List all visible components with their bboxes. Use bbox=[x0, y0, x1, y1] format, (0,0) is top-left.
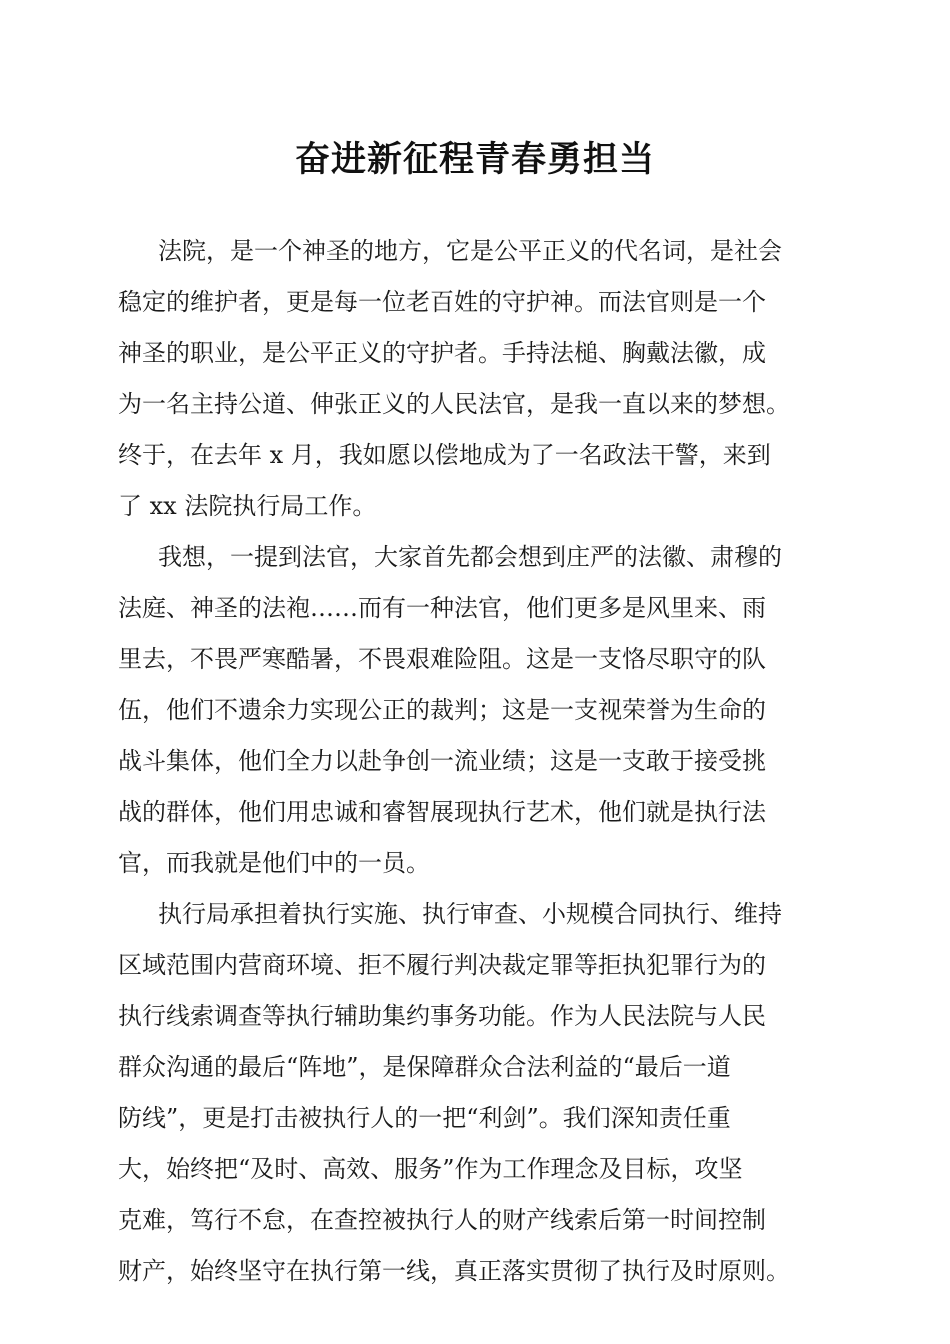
document-body bbox=[118, 226, 834, 1297]
paragraph-line: 财产，始终坚守在执行第一线，真正落实贯彻了执行及时原则。 bbox=[118, 1257, 790, 1285]
document-title: 奋进新征程青春勇担当 bbox=[294, 139, 655, 180]
paragraph-2 bbox=[118, 532, 834, 889]
paragraph-line: 群众沟通的最后“阵地”，是保障群众合法利益的“最后一道 bbox=[118, 1053, 731, 1081]
paragraph-line: 克难，笃行不怠，在查控被执行人的财产线索后第一时间控制 bbox=[118, 1206, 766, 1234]
paragraph-line: 执行局承担着执行实施、执行审查、小规模合同执行、维持 bbox=[158, 900, 782, 928]
paragraph-line: 法院，是一个神圣的地方，它是公平正义的代名词，是社会 bbox=[158, 237, 782, 265]
paragraph-line: 战的群体，他们用忠诚和睿智展现执行艺术，他们就是执行法 bbox=[118, 798, 766, 826]
paragraph-line: 战斗集体，他们全力以赴争创一流业绩；这是一支敢于接受挑 bbox=[118, 747, 766, 775]
paragraph-line: 稳定的维护者，更是每一位老百姓的守护神。而法官则是一个 bbox=[118, 288, 766, 316]
paragraph-1 bbox=[118, 226, 834, 532]
paragraph-line: 官，而我就是他们中的一员。 bbox=[118, 849, 430, 877]
paragraph-line: 执行线索调查等执行辅助集约事务功能。作为人民法院与人民 bbox=[118, 1002, 766, 1030]
paragraph-line: 大，始终把“及时、高效、服务”作为工作理念及目标，攻坚 bbox=[118, 1155, 743, 1183]
paragraph-line: 我想，一提到法官，大家首先都会想到庄严的法徽、肃穆的 bbox=[158, 543, 782, 571]
paragraph-line: 神圣的职业，是公平正义的守护者。手持法槌、胸戴法徽，成 bbox=[118, 339, 766, 367]
paragraph-line: 为一名主持公道、伸张正义的人民法官，是我一直以来的梦想。 bbox=[118, 390, 790, 418]
paragraph-line: 法庭、神圣的法袍……而有一种法官，他们更多是风里来、雨 bbox=[118, 594, 766, 622]
paragraph-line: 终于，在去年 x 月，我如愿以偿地成为了一名政法干警，来到 bbox=[118, 441, 771, 469]
paragraph-line: 防线”，更是打击被执行人的一把“利剑”。我们深知责任重 bbox=[118, 1104, 731, 1132]
paragraph-line: 伍，他们不遗余力实现公正的裁判；这是一支视荣誉为生命的 bbox=[118, 696, 766, 724]
paragraph-line: 区域范围内营商环境、拒不履行判决裁定罪等拒执犯罪行为的 bbox=[118, 951, 766, 979]
paragraph-line: 了 xx 法院执行局工作。 bbox=[118, 492, 377, 520]
paragraph-line: 里去，不畏严寒酷暑，不畏艰难险阻。这是一支恪尽职守的队 bbox=[118, 645, 766, 673]
paragraph-3 bbox=[118, 889, 834, 1297]
